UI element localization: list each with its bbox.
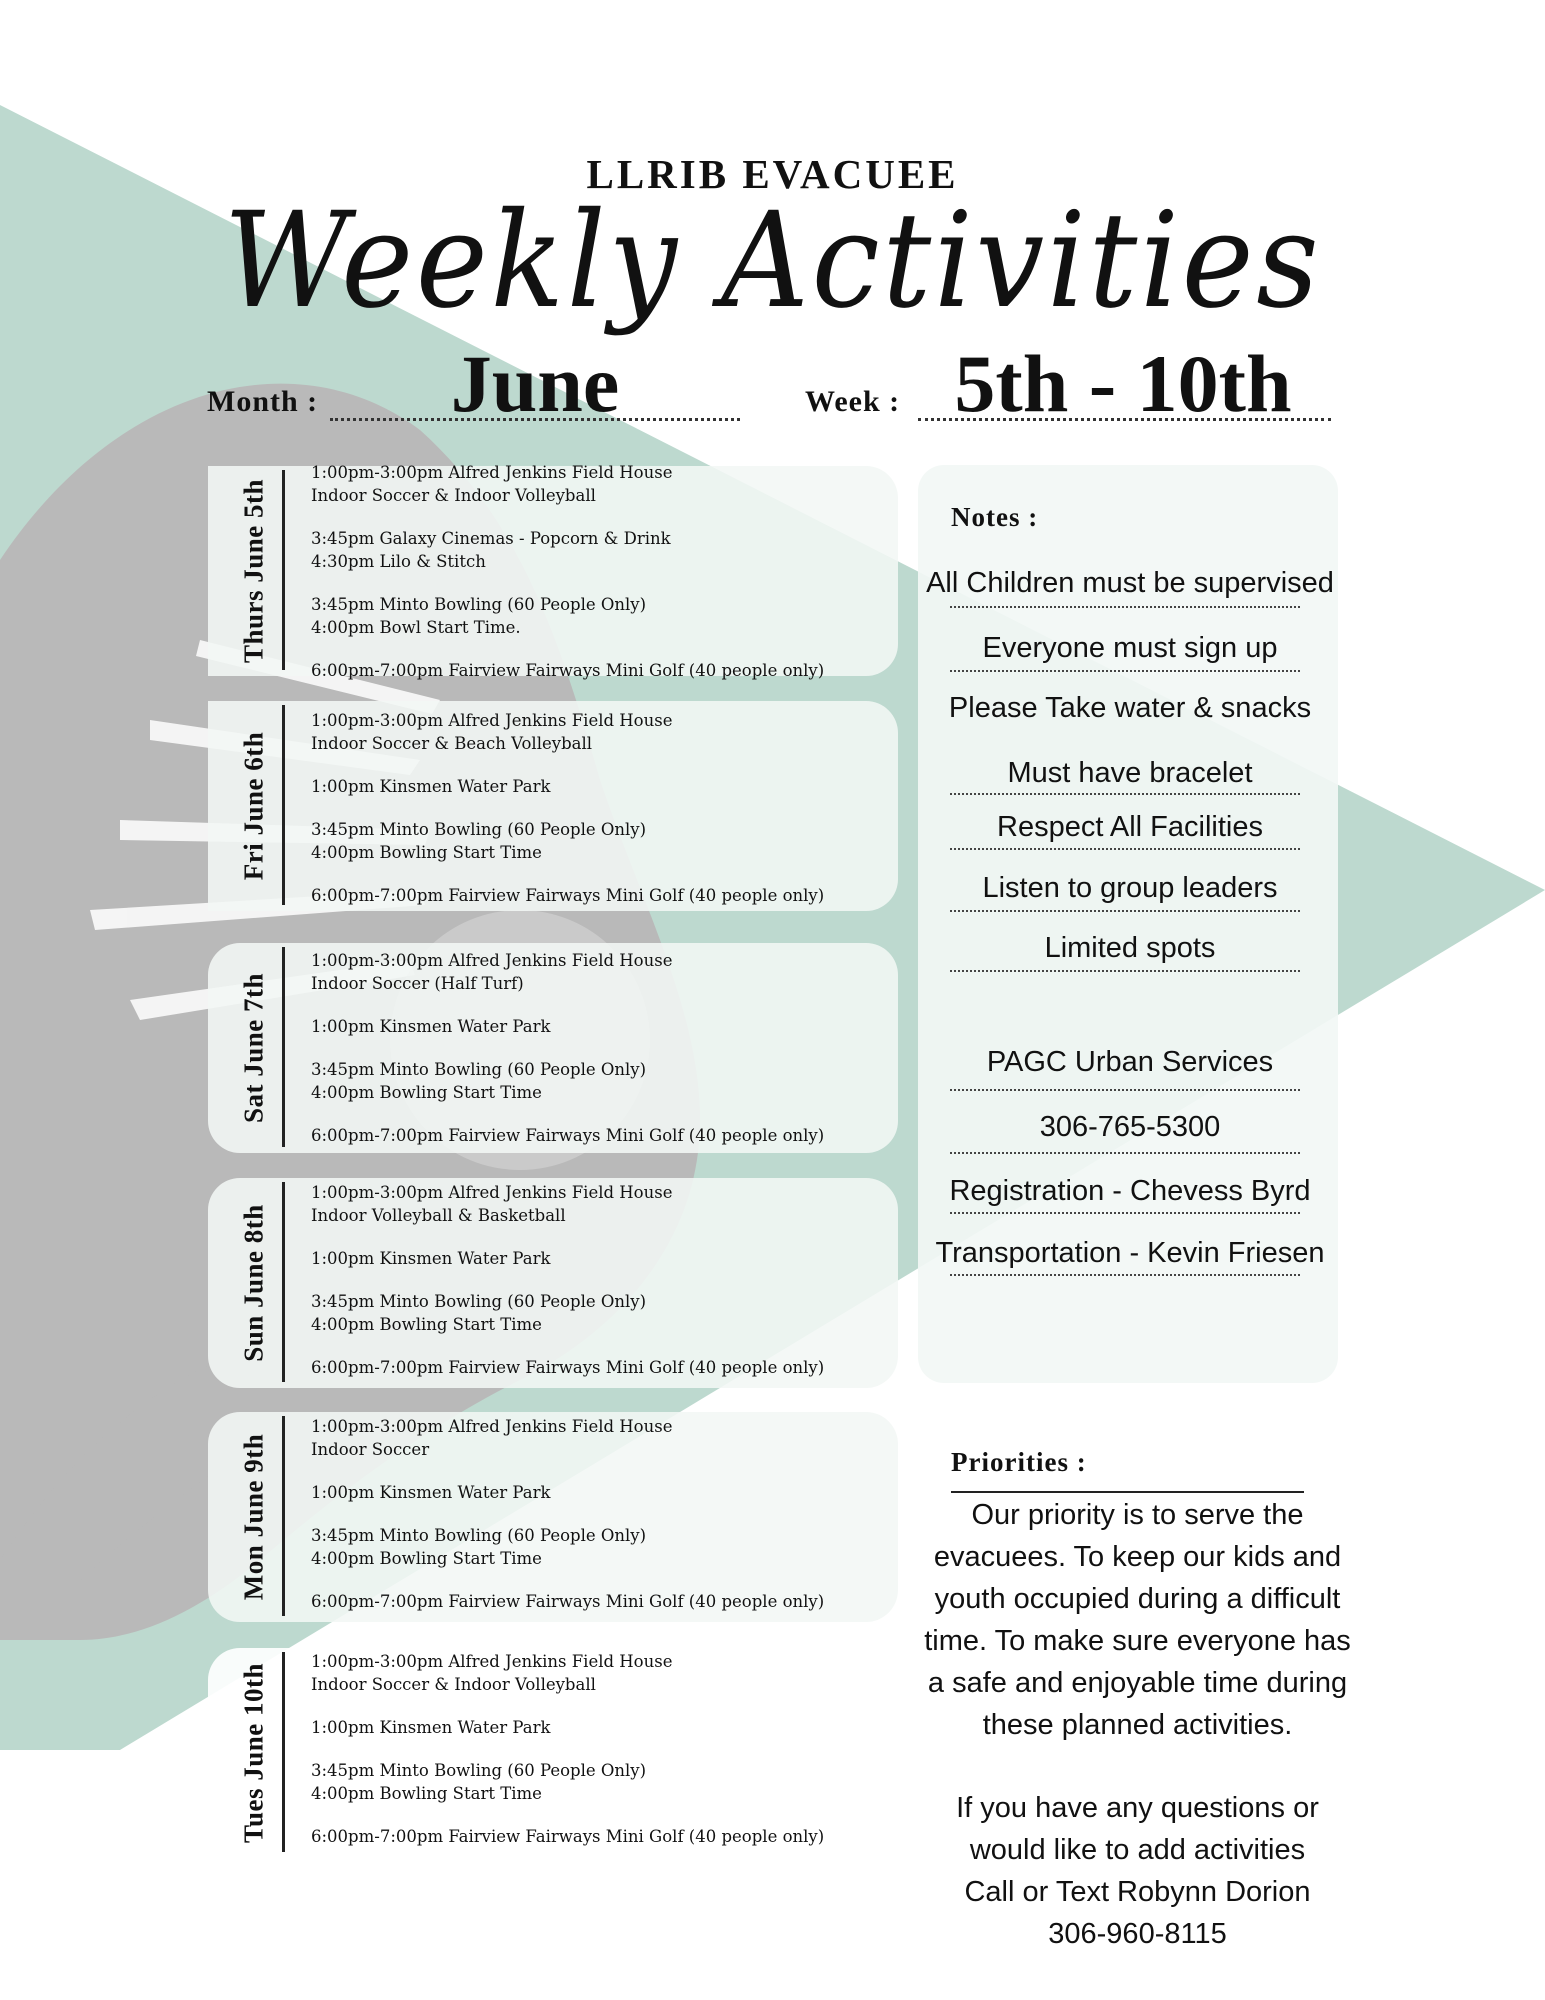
activity-line: 3:45pm Minto Bowling (60 People Only) [311, 1292, 647, 1311]
activity-line [311, 1504, 824, 1524]
activity-line [311, 1739, 824, 1759]
activity-line [311, 573, 824, 593]
activity-line [311, 1696, 824, 1716]
note-item: Transportation - Kevin Friesen [935, 1237, 1325, 1269]
activity-line: 3:45pm Minto Bowling (60 People Only) [311, 1060, 647, 1079]
activity-line: Indoor Soccer [311, 1440, 430, 1459]
activity-line: 1:00pm-3:00pm Alfred Jenkins Field House [311, 951, 673, 970]
activity-line [311, 1104, 824, 1124]
activity-line: 6:00pm-7:00pm Fairview Fairways Mini Golf (40 people only) [311, 886, 825, 905]
activity-line: 6:00pm-7:00pm Fairview Fairways Mini Golf (40 people only) [311, 1827, 825, 1846]
note-item: Listen to group leaders [982, 872, 1278, 904]
note-item: Limited spots [1044, 932, 1216, 964]
day-label-sun: Sun June 8th [238, 1204, 269, 1362]
activity-line: 4:00pm Bowling Start Time [311, 1083, 542, 1102]
contact-paragraph: If you have any questions or would like to add activities Call or Text Robynn Dorion 306-960-8115 [956, 1792, 1319, 1950]
note-item: 306-765-5300 [1039, 1111, 1221, 1143]
activity-line: 1:00pm Kinsmen Water Park [311, 1249, 551, 1268]
day-activities-thurs [311, 461, 824, 682]
activity-line: 6:00pm-7:00pm Fairview Fairways Mini Golf (40 people only) [311, 661, 825, 680]
week-label: Week : [805, 385, 901, 418]
activity-line: 4:00pm Bowl Start Time. [311, 618, 521, 637]
note-item: All Children must be supervised [926, 567, 1334, 599]
activity-line: 4:00pm Bowling Start Time [311, 1549, 542, 1568]
activity-line [311, 639, 824, 659]
note-underline [950, 670, 1300, 672]
activity-line: 6:00pm-7:00pm Fairview Fairways Mini Golf (40 people only) [311, 1592, 825, 1611]
header-subtitle: LLRIB EVACUEE [586, 151, 959, 197]
note-underline [950, 848, 1300, 850]
activity-line: Indoor Soccer & Indoor Volleyball [311, 1675, 596, 1694]
activity-line [311, 1336, 824, 1356]
day-label-fri: Fri June 6th [238, 731, 269, 881]
day-divider [282, 1182, 285, 1382]
day-activities-tues [311, 1650, 824, 1848]
week-underline [918, 418, 1331, 421]
day-divider [282, 470, 285, 670]
activity-line: 3:45pm Minto Bowling (60 People Only) [311, 1761, 647, 1780]
activity-line: 3:45pm Minto Bowling (60 People Only) [311, 1526, 647, 1545]
priorities-underline [951, 1491, 1304, 1493]
day-activities-sat [311, 949, 824, 1147]
note-underline [950, 606, 1300, 608]
activity-line: Indoor Soccer (Half Turf) [311, 974, 524, 993]
day-activities-mon [311, 1415, 824, 1613]
activity-line [311, 798, 824, 818]
activity-line: 1:00pm Kinsmen Water Park [311, 777, 551, 796]
activity-line: 3:45pm Minto Bowling (60 People Only) [311, 820, 647, 839]
activity-line [311, 1227, 824, 1247]
note-underline [950, 910, 1300, 912]
day-divider [282, 1416, 285, 1616]
month-value: June [450, 338, 620, 429]
notes-heading: Notes : [951, 502, 1039, 532]
day-label-mon: Mon June 9th [238, 1433, 269, 1601]
activity-line [311, 507, 824, 527]
note-underline [950, 1152, 1300, 1154]
note-underline [950, 1274, 1300, 1276]
note-item: Registration - Chevess Byrd [949, 1175, 1311, 1207]
activity-line: 4:30pm Lilo & Stitch [311, 552, 486, 571]
activity-line: Indoor Volleyball & Basketball [311, 1206, 566, 1225]
day-divider [282, 705, 285, 905]
note-underline [950, 1212, 1300, 1214]
day-activities-fri [311, 709, 824, 907]
day-activities-sun [311, 1181, 824, 1379]
note-item: PAGC Urban Services [986, 1046, 1274, 1078]
activity-line [311, 1805, 824, 1825]
activity-line: 1:00pm-3:00pm Alfred Jenkins Field House [311, 1183, 673, 1202]
activity-line [311, 1461, 824, 1481]
day-label-tues: Tues June 10th [238, 1662, 269, 1844]
activity-line: 4:00pm Bowling Start Time [311, 1315, 542, 1334]
activity-line: 4:00pm Bowling Start Time [311, 1784, 542, 1803]
note-underline [950, 793, 1300, 795]
activity-line [311, 1570, 824, 1590]
activity-line: 1:00pm Kinsmen Water Park [311, 1017, 551, 1036]
activity-line [311, 1270, 824, 1290]
activity-line: 3:45pm Minto Bowling (60 People Only) [311, 595, 647, 614]
day-label-sat: Sat June 7th [238, 972, 269, 1124]
note-item: Respect All Facilities [997, 811, 1263, 843]
day-divider [282, 1652, 285, 1852]
activity-line: Indoor Soccer & Beach Volleyball [311, 734, 593, 753]
month-label: Month : [207, 385, 319, 418]
activity-line [311, 864, 824, 884]
activity-line: 3:45pm Galaxy Cinemas - Popcorn & Drink [311, 529, 671, 548]
note-item: Please Take water & snacks [948, 692, 1312, 724]
activity-line: Indoor Soccer & Indoor Volleyball [311, 486, 596, 505]
page-title: Weekly Activities [223, 184, 1322, 338]
activity-line: 4:00pm Bowling Start Time [311, 843, 542, 862]
day-divider [282, 947, 285, 1147]
activity-line: 1:00pm-3:00pm Alfred Jenkins Field House [311, 463, 673, 482]
day-label-thurs: Thurs June 5th [238, 478, 269, 664]
activity-line: 1:00pm Kinsmen Water Park [311, 1483, 551, 1502]
week-value: 5th - 10th [954, 338, 1292, 429]
activity-line [311, 1038, 824, 1058]
activity-line: 1:00pm-3:00pm Alfred Jenkins Field House [311, 1417, 673, 1436]
activity-line: 1:00pm-3:00pm Alfred Jenkins Field House [311, 711, 673, 730]
activity-line: 1:00pm Kinsmen Water Park [311, 1718, 551, 1737]
month-underline [330, 418, 740, 421]
note-item: Everyone must sign up [982, 632, 1278, 664]
activity-line: 6:00pm-7:00pm Fairview Fairways Mini Golf (40 people only) [311, 1126, 825, 1145]
priorities-paragraph: Our priority is to serve the evacuees. To keep our kids and youth occupied during a difficult time. To make sure everyone has a safe and enjoyable time during these planned activities. [924, 1499, 1351, 1741]
activity-line: 6:00pm-7:00pm Fairview Fairways Mini Golf (40 people only) [311, 1358, 825, 1377]
priorities-heading: Priorities : [951, 1447, 1087, 1477]
note-item: Must have bracelet [1007, 757, 1253, 789]
note-underline [950, 970, 1300, 972]
activity-line [311, 995, 824, 1015]
activity-line [311, 755, 824, 775]
activity-line: 1:00pm-3:00pm Alfred Jenkins Field House [311, 1652, 673, 1671]
note-underline [950, 1089, 1300, 1091]
